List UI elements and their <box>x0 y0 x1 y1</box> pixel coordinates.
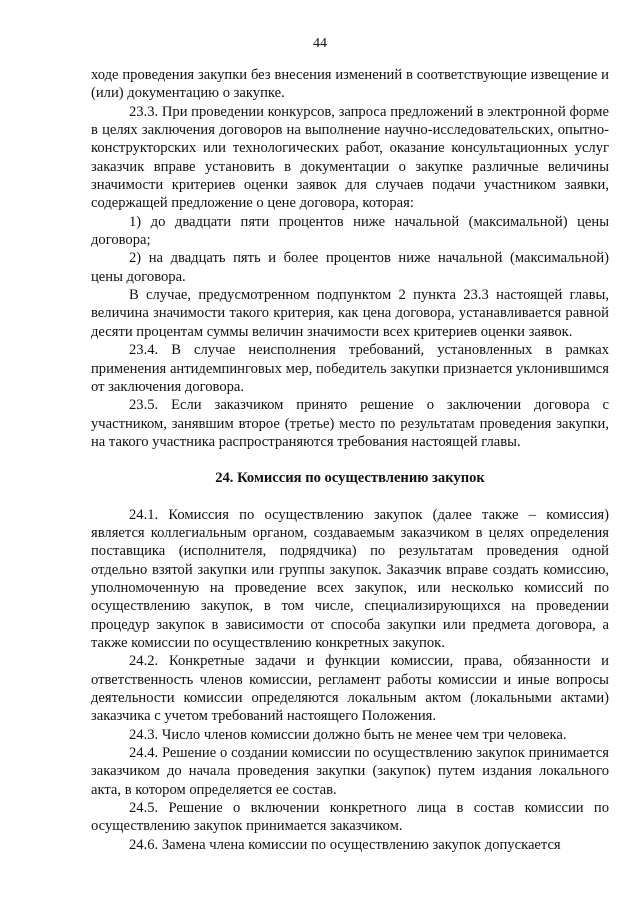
paragraphs-after-heading <box>91 506 609 855</box>
paragraph: 24.5. Решение о включении конкретного лица в состав комиссии по осуществлению закупок принимается заказчиком. <box>91 800 609 835</box>
section-heading: 24. Комиссия по осуществлению закупок <box>215 470 485 487</box>
paragraph: 23.5. Если заказчиком принято решение о заключении договора с участником, занявшим второе (третье) место по результатам проведения закупки, на такого участника распространяются требования настоящей главы. <box>91 397 609 450</box>
paragraph: 23.4. В случае неисполнения требований, установленных в рамках применения антидемпинговых мер, победитель закупки признается уклонившимся от заключения договора. <box>91 342 609 395</box>
paragraph: 23.3. При проведении конкурсов, запроса предложений в электронной форме в целях заключения договоров на выполнение научно-исследовательских, опытно-конструкторских или технологических работ, оказание консультационных услуг заказчик вправе установить в документации о закупке различные величины значимости критериев оценки заявок для случаев подачи участником заявки, содержащей предложение о цене договора, которая: <box>91 103 609 212</box>
paragraph: 24.2. Конкретные задачи и функции комиссии, права, обязанности и ответственность членов комиссии, регламент работы комиссии и иные вопросы деятельности комиссии определяются локальным актом (локальными актами) заказчика с учетом требований настоящего Положения. <box>91 653 609 725</box>
paragraph: В случае, предусмотренном подпунктом 2 пункта 23.3 настоящей главы, величина значимости такого критерия, как цена договора, устанавливается равной десяти процентам суммы величин значимости всех критериев оценки заявок. <box>91 287 609 340</box>
paragraph: 2) на двадцать пять и более процентов ниже начальной (максимальной) цены договора. <box>91 250 609 285</box>
paragraph: 1) до двадцати пяти процентов ниже начальной (максимальной) цены договора; <box>91 213 609 249</box>
document-body <box>91 66 609 854</box>
paragraph: 24.6. Замена члена комиссии по осуществлению закупок допускается <box>129 836 561 853</box>
page-number: 44 <box>313 36 327 51</box>
paragraph: 24.4. Решение о создании комиссии по осуществлению закупок принимается заказчиком до начала проведения закупки (закупок) путем издания локального акта, в котором определяется ее состав. <box>91 745 609 798</box>
paragraph: ходе проведения закупки без внесения изменений в соответствующие извещение и (или) документацию о закупке. <box>91 67 609 102</box>
paragraphs-before-heading <box>91 66 609 451</box>
paragraph: 24.1. Комиссия по осуществлению закупок (далее также – комиссия) является коллегиальным органом, создаваемым заказчиком в целях определения поставщика (исполнителя, подрядчика) по результатам проведения одной отдельно взятой закупки или группы закупок. Заказчик вправе создать комиссию, уполномоченную на проведение всех закупок, или несколько комиссий по осуществлению закупок, в том числе, специализирующихся на проведении процедур закупок в зависимости от способа закупки или предмета договора, а также комиссии по осуществлению конкретных закупок. <box>91 506 609 651</box>
paragraph: 24.3. Число членов комиссии должно быть не менее чем три человека. <box>129 726 567 743</box>
